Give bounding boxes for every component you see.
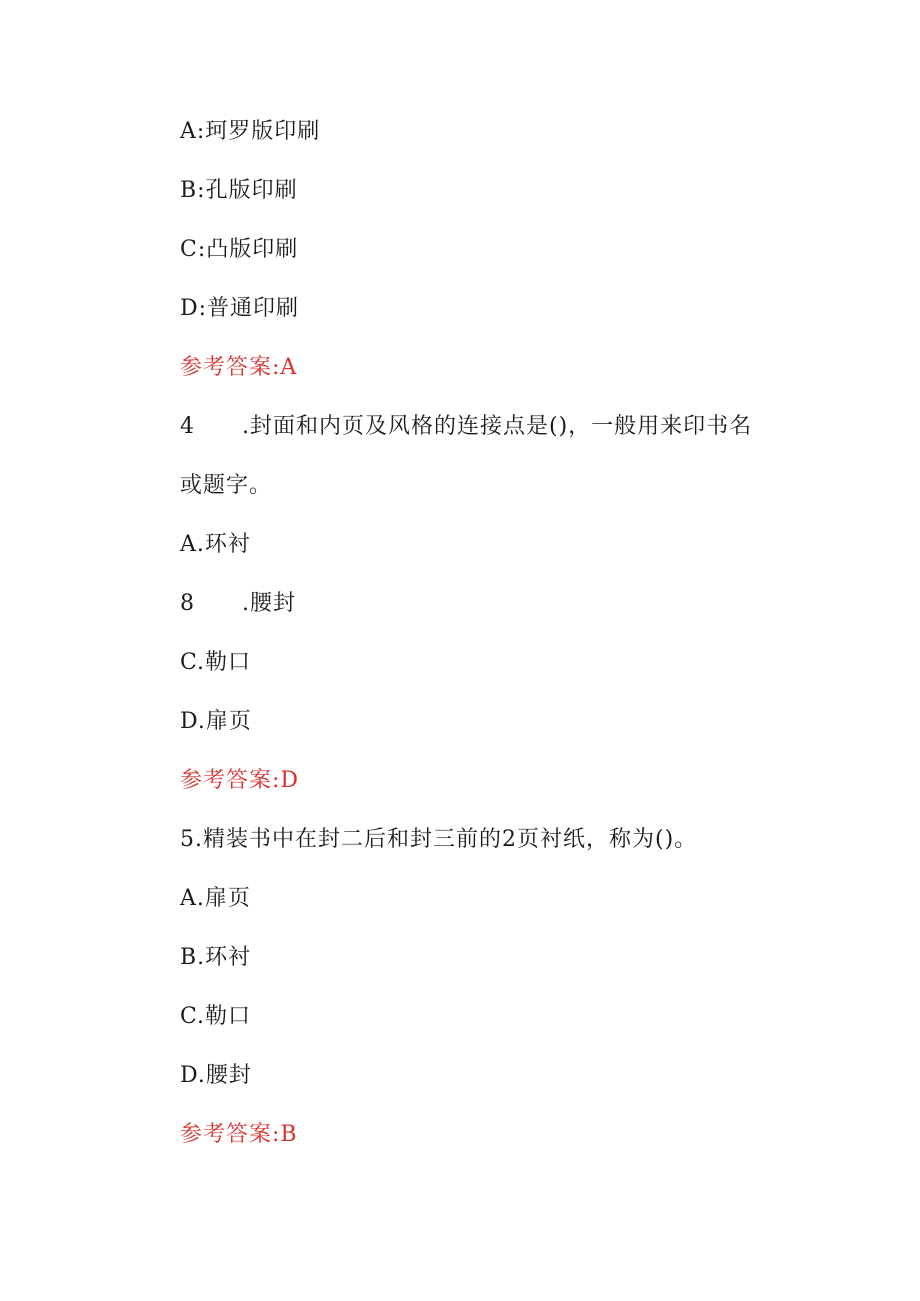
q4-option-b-text: .腰封 — [242, 591, 296, 616]
q5-answer: 参考答案:B — [180, 1122, 298, 1147]
q5-option-d: D.腰封 — [180, 1063, 252, 1088]
q4-option-a: A.环衬 — [180, 532, 251, 557]
q4-text-line1: .封面和内页及风格的连接点是()，一般用来印书名 — [242, 414, 753, 439]
q4-option-b — [180, 589, 296, 619]
q4-answer: 参考答案:D — [180, 768, 300, 793]
q5-option-c: C.勒口 — [180, 1004, 252, 1029]
q5-stem: 5.精装书中在封二后和封三前的2页衬纸，称为()。 — [180, 827, 698, 852]
q4-option-b-number: 8 — [180, 591, 195, 616]
q4-option-d: D.扉页 — [180, 709, 252, 734]
q4-option-c: C.勒口 — [180, 650, 252, 675]
q3-option-d: D:普通印刷 — [180, 296, 300, 321]
q4-stem-line2: 或题字。 — [180, 473, 273, 498]
q5-option-a: A.扉页 — [180, 886, 251, 911]
q3-option-b: B:孔版印刷 — [180, 178, 298, 203]
q4-stem-line1 — [180, 412, 752, 442]
q5-option-b: B.环衬 — [180, 945, 252, 970]
q3-option-c: C:凸版印刷 — [180, 237, 299, 262]
q3-option-a: A:珂罗版印刷 — [180, 119, 321, 144]
q4-number: 4 — [180, 414, 195, 439]
q3-answer: 参考答案:A — [180, 355, 298, 380]
